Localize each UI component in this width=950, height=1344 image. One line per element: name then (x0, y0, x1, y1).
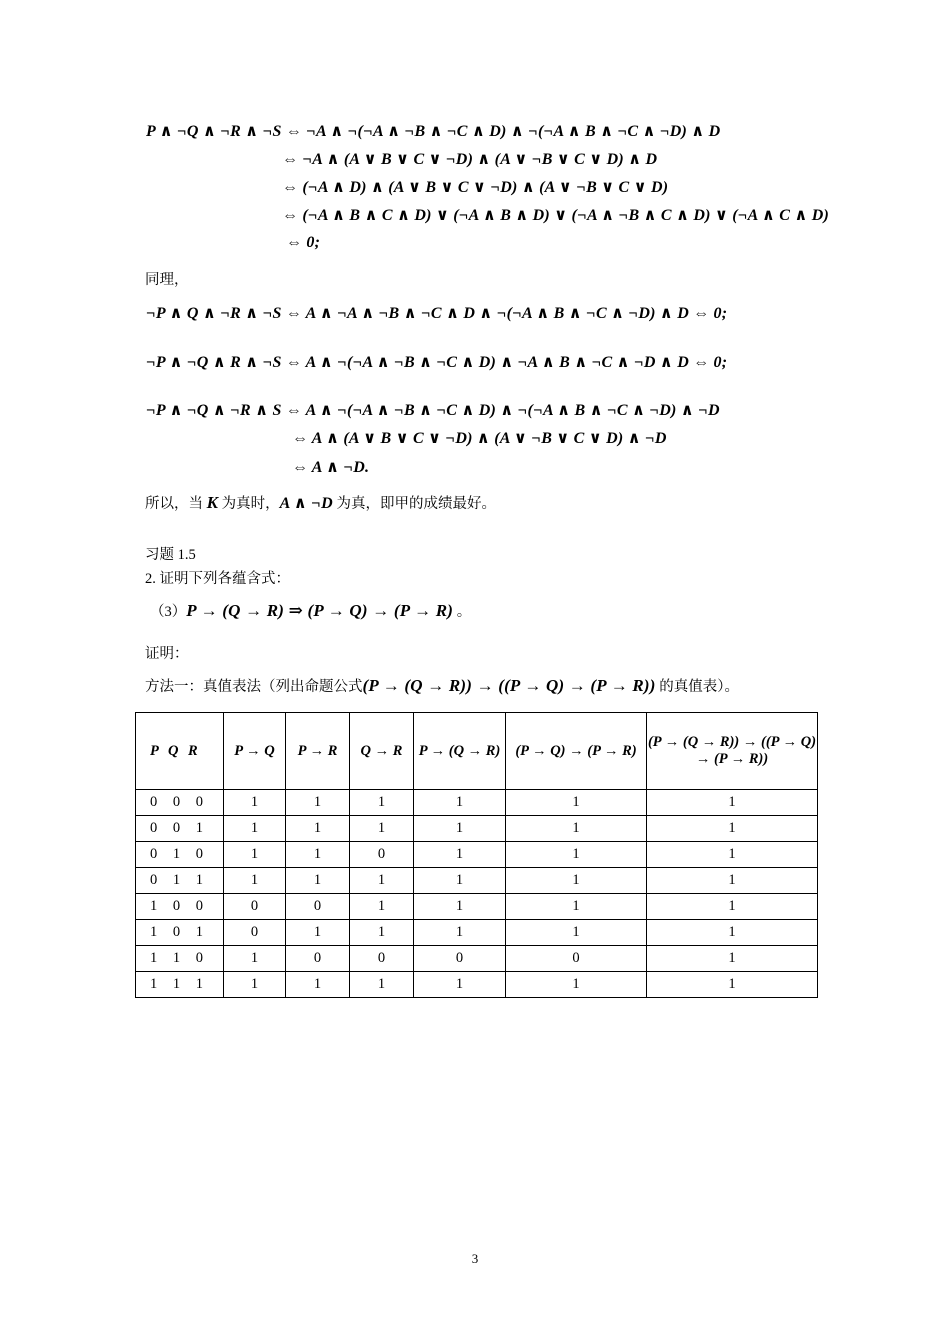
cell-pqr: 0 0 1 (136, 816, 224, 842)
cell: 1 (414, 972, 506, 998)
cell: 1 (414, 816, 506, 842)
cell: 1 (647, 894, 818, 920)
table-row (136, 972, 818, 998)
table-row (136, 790, 818, 816)
table-header-row (136, 713, 818, 790)
method-suffix: 的真值表）。 (655, 679, 739, 695)
cell: 1 (350, 894, 414, 920)
header-pq-implies-pr: (P → Q) → (P → R) (506, 713, 647, 790)
derivation4-line3: ⇔ A ∧ ¬D. (292, 459, 370, 476)
cell: 1 (224, 842, 286, 868)
cell: 1 (224, 868, 286, 894)
item-label: （3） (150, 604, 187, 620)
cell: 1 (350, 972, 414, 998)
header-p-implies-q: P → Q (224, 713, 286, 790)
conclusion-expr: A ∧ ¬D (279, 495, 333, 512)
table-row (136, 920, 818, 946)
equation-2: ¬P ∧ Q ∧ ¬R ∧ ¬S ⇔ A ∧ ¬A ∧ ¬B ∧ ¬C ∧ D ∧ ¬(¬A ∧ B ∧ ¬C ∧ ¬D) ∧ D ⇔ 0; (146, 305, 728, 322)
cell: 1 (414, 790, 506, 816)
header-p-implies-r: P → R (286, 713, 350, 790)
cell: 1 (506, 816, 647, 842)
cell: 1 (647, 842, 818, 868)
conclusion-part1: 所以，当 (145, 496, 207, 512)
cell-pqr: 0 1 0 (136, 842, 224, 868)
equation-3: ¬P ∧ ¬Q ∧ R ∧ ¬S ⇔ A ∧ ¬(¬A ∧ ¬B ∧ ¬C ∧ D) ∧ ¬A ∧ B ∧ ¬C ∧ ¬D ∧ D ⇔ 0; (146, 354, 728, 371)
cell: 0 (286, 894, 350, 920)
cell-pqr: 0 1 1 (136, 868, 224, 894)
cell: 1 (286, 920, 350, 946)
table-row (136, 946, 818, 972)
cell: 0 (224, 894, 286, 920)
derivation1-line4: ⇔ (¬A ∧ B ∧ C ∧ D) ∨ (¬A ∧ B ∧ D) ∨ (¬A ∧ ¬B ∧ C ∧ D) ∨ (¬A ∧ C ∧ D) (282, 207, 830, 224)
cell: 1 (224, 972, 286, 998)
derivation1-line1: P ∧ ¬Q ∧ ¬R ∧ ¬S ⇔ ¬A ∧ ¬(¬A ∧ ¬B ∧ ¬C ∧ D) ∧ ¬(¬A ∧ B ∧ ¬C ∧ ¬D) ∧ D (146, 123, 721, 140)
cell: 1 (506, 842, 647, 868)
derivation4-line1: ¬P ∧ ¬Q ∧ ¬R ∧ S ⇔ A ∧ ¬(¬A ∧ ¬B ∧ ¬C ∧ D) ∧ ¬(¬A ∧ B ∧ ¬C ∧ ¬D) ∧ ¬D (146, 402, 720, 419)
derivation1-line2: ⇔ ¬A ∧ (A ∨ B ∨ C ∨ ¬D) ∧ (A ∨ ¬B ∨ C ∨ D) ∧ D (282, 151, 658, 168)
cell-pqr: 0 0 0 (136, 790, 224, 816)
conclusion-part3: 为真，即甲的成绩最好。 (332, 496, 496, 512)
cell: 1 (647, 920, 818, 946)
cell-pqr: 1 0 0 (136, 894, 224, 920)
cell: 1 (414, 842, 506, 868)
cell: 1 (647, 946, 818, 972)
cell-pqr: 1 1 0 (136, 946, 224, 972)
header-full-formula: (P → (Q → R)) → ((P → Q) → (P → R)) (647, 713, 818, 790)
cell: 1 (647, 816, 818, 842)
cell-pqr: 1 0 1 (136, 920, 224, 946)
cell: 1 (224, 816, 286, 842)
item-expr: P → (Q → R) ⇒ (P → Q) → (P → R) (186, 601, 454, 620)
header-p-implies-qr: P → (Q → R) (414, 713, 506, 790)
derivation4-line2: ⇔ A ∧ (A ∨ B ∨ C ∨ ¬D) ∧ (A ∨ ¬B ∨ C ∨ D) ∧ ¬D (292, 430, 667, 447)
cell: 1 (506, 920, 647, 946)
cell: 1 (286, 790, 350, 816)
cell: 0 (506, 946, 647, 972)
derivation1-line3: ⇔ (¬A ∧ D) ∧ (A ∨ B ∨ C ∨ ¬D) ∧ (A ∨ ¬B ∨ C ∨ D) (282, 179, 669, 196)
proof-label: 证明： (145, 646, 189, 662)
cell: 1 (506, 894, 647, 920)
cell: 1 (506, 972, 647, 998)
cell: 1 (350, 816, 414, 842)
item-3 (150, 600, 471, 621)
cell: 1 (224, 946, 286, 972)
method-expr: (P → (Q → R)) → ((P → Q) → (P → R)) (362, 676, 656, 695)
cell: 1 (350, 790, 414, 816)
cell: 1 (506, 868, 647, 894)
page-number: 3 (471, 1251, 479, 1266)
table-row (136, 894, 818, 920)
cell: 1 (350, 868, 414, 894)
cell: 0 (414, 946, 506, 972)
cell: 1 (414, 868, 506, 894)
header-q-implies-r: Q → R (350, 713, 414, 790)
cell: 1 (286, 972, 350, 998)
conclusion-part2: 为真时， (217, 496, 280, 512)
table-row (136, 842, 818, 868)
conclusion (145, 492, 496, 513)
method-line (145, 675, 739, 696)
cell: 1 (414, 894, 506, 920)
cell: 1 (506, 790, 647, 816)
derivation1-line5: ⇔ 0; (286, 234, 321, 251)
cell: 0 (350, 842, 414, 868)
cell: 1 (414, 920, 506, 946)
similarly-text: 同理， (145, 272, 189, 288)
cell-pqr: 1 1 1 (136, 972, 224, 998)
table-row (136, 816, 818, 842)
conclusion-k: K (206, 493, 218, 512)
table-row (136, 868, 818, 894)
cell: 0 (350, 946, 414, 972)
cell: 0 (286, 946, 350, 972)
cell: 1 (286, 842, 350, 868)
truth-table (135, 712, 818, 998)
item-end: 。 (453, 604, 472, 620)
cell: 0 (224, 920, 286, 946)
method-prefix: 方法一：真值表法（列出命题公式 (145, 679, 363, 695)
cell: 1 (286, 868, 350, 894)
header-pqr: P Q R (136, 713, 224, 790)
exercise-title: 习题 1.5 (145, 547, 196, 563)
cell: 1 (647, 790, 818, 816)
cell: 1 (286, 816, 350, 842)
cell: 1 (224, 790, 286, 816)
problem-statement: 2. 证明下列各蕴含式： (145, 571, 290, 587)
cell: 1 (647, 868, 818, 894)
cell: 1 (647, 972, 818, 998)
cell: 1 (350, 920, 414, 946)
